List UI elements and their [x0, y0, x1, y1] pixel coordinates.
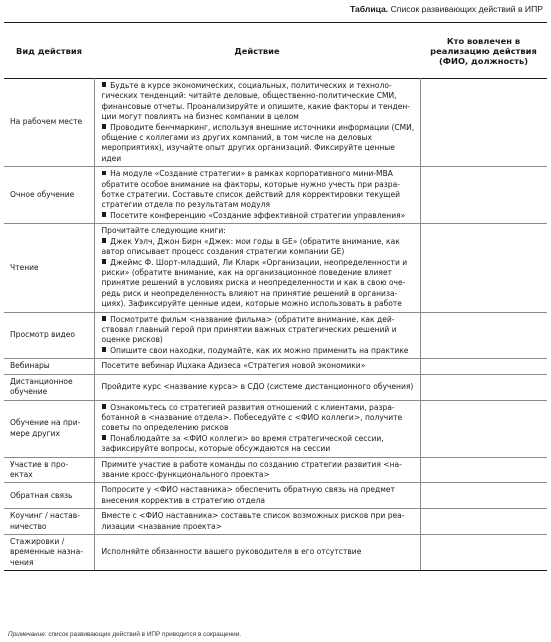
action-type-cell: Дистанционное обучение — [4, 374, 94, 400]
table-row — [4, 400, 547, 457]
action-item-text: Прочитайте следующие книги: — [101, 226, 226, 236]
action-cell — [94, 483, 420, 509]
action-item-text: Посетите вебинар Ицхака Адизеса «Стратегия новой экономики» — [101, 361, 366, 371]
table-note — [8, 631, 241, 638]
action-item-text: На модуле «Создание стратегии» в рамках корпоративного мини-MBA обратите особое внимание на факторы, которые нужно учесть при разра-ботке стратегии. Составьте список действий для корректировки текущей стратегии отдела по результатам модуля — [101, 169, 401, 210]
action-cell — [94, 374, 420, 400]
action-item-text: Опишите свои находки, подумайте, как их можно применить на практике — [110, 345, 409, 355]
table-row — [4, 457, 547, 483]
action-item-text: Примите участие в работе команды по созданию стратегии развития <на-звание кросс-функционального проекта> — [101, 459, 402, 479]
table-row — [4, 483, 547, 509]
action-cell — [94, 224, 420, 312]
action-item — [102, 346, 416, 356]
table-row — [4, 167, 547, 224]
action-type-cell: Участие в про-ектах — [4, 457, 94, 483]
action-cell — [94, 167, 420, 224]
action-type-cell: Обучение на при-мере других — [4, 400, 94, 457]
who-involved-cell — [420, 167, 547, 224]
header-who-line1: Кто вовлечен в — [446, 35, 521, 46]
action-item-text: Будьте в курсе экономических, социальных, политических и техноло-гических тенденций: читайте деловые, общественно-политические СМИ, финансовые отчеты. Проанализируйте и опишите, какие факторы и тенден-ции могут повлиять на бизнес компании в целом — [101, 81, 411, 122]
square-bullet-icon — [102, 259, 107, 264]
who-involved-cell — [420, 483, 547, 509]
action-item — [102, 434, 416, 455]
table-caption — [350, 4, 543, 14]
action-item — [102, 511, 416, 532]
action-item — [102, 460, 416, 481]
table-body — [4, 79, 547, 571]
action-type-cell: На рабочем месте — [4, 79, 94, 167]
square-bullet-icon — [102, 82, 107, 87]
action-item-text: Посетите конференцию «Создание эффективной стратегии управления» — [110, 210, 406, 220]
action-type-cell: Вебинары — [4, 359, 94, 374]
square-bullet-icon — [102, 212, 107, 217]
table-row — [4, 509, 547, 535]
who-involved-cell — [420, 457, 547, 483]
action-type-cell: Обратная связь — [4, 483, 94, 509]
action-item-text: Ознакомьтесь со стратегией развития отношений с клиентами, разра-ботанной в <название отдела>. Побеседуйте с <ФИО коллеги>, получите советы по определению рисков — [101, 402, 403, 433]
table-row — [4, 359, 547, 374]
caption-label: Таблица. — [349, 4, 389, 14]
action-item — [102, 382, 416, 392]
who-involved-cell — [420, 400, 547, 457]
action-item — [102, 315, 416, 346]
action-type-cell: Очное обучение — [4, 167, 94, 224]
action-cell — [94, 535, 420, 571]
note-text: список развивающих действий в ИПР приводится в сокращении. — [48, 631, 242, 638]
table-header-row — [4, 23, 547, 79]
action-type-cell: Стажировки / временные назна-чения — [4, 535, 94, 571]
action-item-text: Джеймс Ф. Шорт-младший, Ли Кларк «Организации, неопределенности и риски» (обратите внимание, как на организационное поведение влияет принятие решений в условиях риска и неопределенности и как в свою оче-редь риск и неопределенность влияют на принятие решений в организа-циях). Зафиксируйте ценные идеи, которые можно использовать в работе — [101, 257, 408, 309]
action-cell — [94, 359, 420, 374]
action-item-text: Понаблюдайте за <ФИО коллеги> во время стратегической сессии, зафиксируйте вопросы, которые обсуждаются на сессии — [101, 433, 384, 454]
square-bullet-icon — [102, 404, 107, 409]
action-type-cell: Чтение — [4, 224, 94, 312]
action-item-text: Проводите бенчмаркинг, используя внешние источники информации (СМИ, общение с коллегами из других компаний, в том числе на деловых мероприятиях), изучайте опыт других организаций. Фиксируйте ценные идеи — [101, 122, 415, 163]
action-cell — [94, 312, 420, 359]
who-involved-cell — [420, 509, 547, 535]
who-involved-cell — [420, 374, 547, 400]
action-item — [102, 81, 416, 123]
action-item — [102, 361, 416, 371]
action-item-text: Попросите у <ФИО наставника> обеспечить обратную связь на предмет внесения корректив в стратегию отдела — [101, 485, 395, 505]
header-who-line3: (ФИО, должность) — [439, 55, 528, 66]
action-item — [102, 211, 416, 221]
table-row — [4, 224, 547, 312]
action-item — [102, 403, 416, 434]
action-item-text: Исполняйте обязанности вашего руководителя в его отсутствие — [101, 547, 362, 557]
action-item — [102, 547, 416, 557]
who-involved-cell — [420, 359, 547, 374]
header-who-line2: реализацию действия — [430, 45, 537, 56]
who-involved-cell — [420, 79, 547, 167]
action-item — [102, 123, 416, 165]
header-who-involved — [420, 23, 547, 79]
action-item-text: Джек Уэлч, Джон Бирн «Джек: мои годы в GE» (обратите внимание, как автор описывает процесс создания стратегии компании GE) — [101, 236, 400, 257]
action-item — [102, 237, 416, 258]
square-bullet-icon — [102, 347, 107, 352]
action-cell — [94, 400, 420, 457]
caption-text: Список развивающих действий в ИПР — [390, 4, 543, 14]
action-type-cell: Коучинг / настав-ничество — [4, 509, 94, 535]
table-row — [4, 374, 547, 400]
action-item-text: Посмотрите фильм <название фильма> (обратите внимание, как дей-ствовал главный герой при принятии важных стратегических решений и оценке рисков) — [101, 314, 397, 345]
square-bullet-icon — [102, 238, 107, 243]
action-item — [102, 226, 416, 236]
action-item — [102, 485, 416, 506]
action-cell — [94, 509, 420, 535]
square-bullet-icon — [102, 171, 107, 176]
action-item — [102, 169, 416, 211]
square-bullet-icon — [102, 124, 107, 129]
action-item-text: Вместе с <ФИО наставника> составьте список возможных рисков при реа-лизации <название проекта> — [101, 511, 405, 531]
table-row — [4, 535, 547, 571]
square-bullet-icon — [102, 435, 107, 440]
header-action-type: Вид действия — [16, 45, 82, 56]
action-cell — [94, 79, 420, 167]
development-actions-table — [4, 22, 547, 571]
who-involved-cell — [420, 224, 547, 312]
note-label: Примечание: — [8, 631, 47, 638]
action-type-cell: Просмотр видео — [4, 312, 94, 359]
action-cell — [94, 457, 420, 483]
action-item-text: Пройдите курс <название курса> в СДО (системе дистанционного обучения) — [101, 381, 414, 391]
table-row — [4, 312, 547, 359]
action-item — [102, 258, 416, 310]
header-action: Действие — [234, 45, 280, 56]
who-involved-cell — [420, 535, 547, 571]
table-row — [4, 79, 547, 167]
who-involved-cell — [420, 312, 547, 359]
square-bullet-icon — [102, 316, 107, 321]
